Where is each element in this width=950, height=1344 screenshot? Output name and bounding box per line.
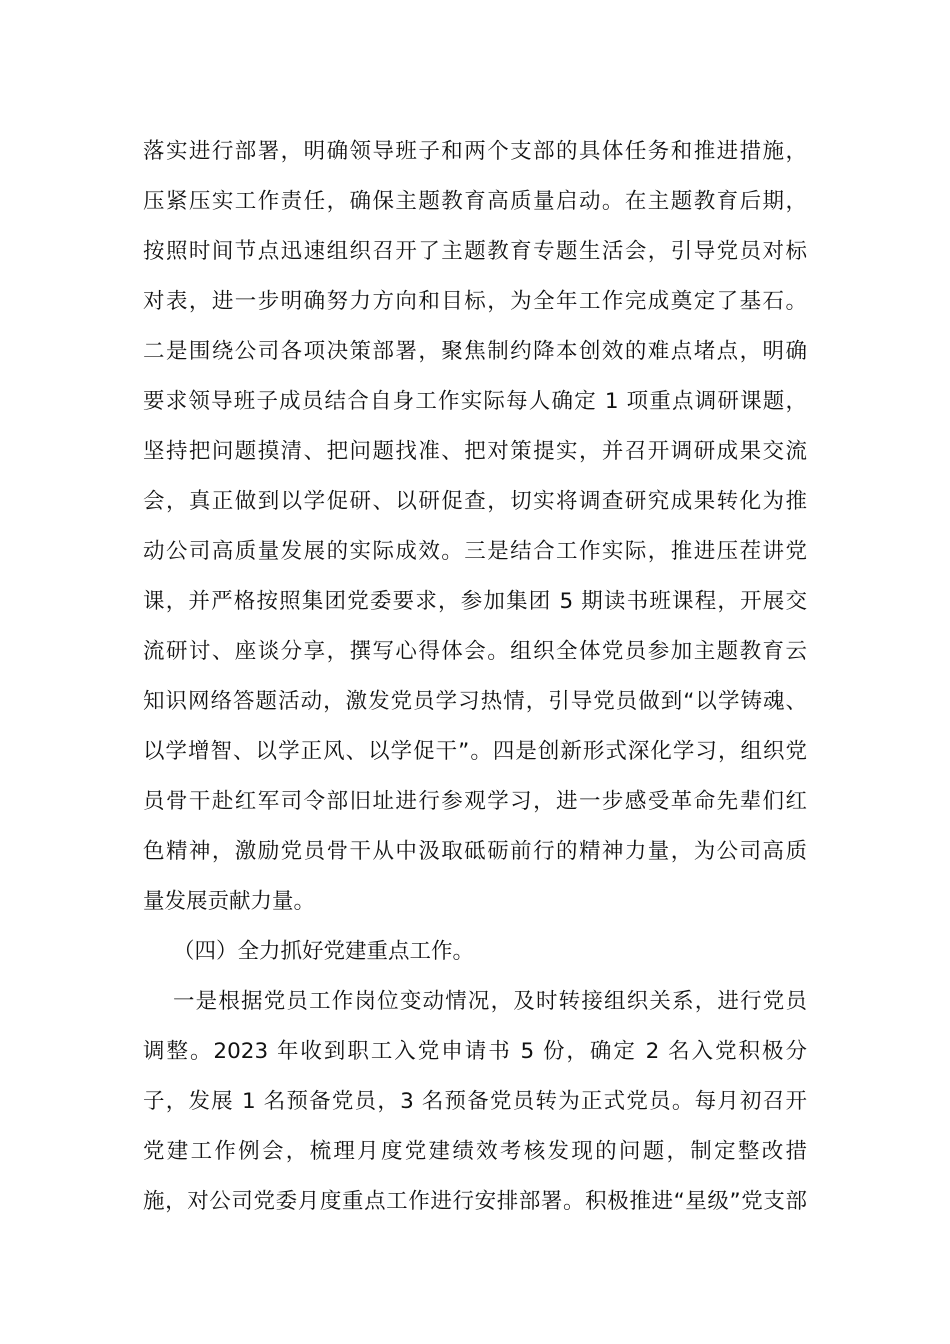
text-line: 调整。2023 年收到职工入党申请书 5 份，确定 2 名入党积极分 — [143, 1039, 807, 1064]
text-line: 一是根据党员工作岗位变动情况，及时转接组织关系，进行党员 — [173, 989, 807, 1014]
text-line: 员骨干赴红军司令部旧址进行参观学习，进一步感受革命先辈们红 — [143, 789, 807, 814]
text-line: 落实进行部署，明确领导班子和两个支部的具体任务和推进措施， — [143, 139, 807, 164]
text-line: 会，真正做到以学促研、以研促查，切实将调查研究成果转化为推 — [143, 489, 807, 514]
text-line: 动公司高质量发展的实际成效。三是结合工作实际，推进压茬讲党 — [143, 539, 807, 564]
text-line: 施，对公司党委月度重点工作进行安排部署。积极推进“星级”党支部 — [143, 1189, 807, 1214]
section-heading: （四）全力抓好党建重点工作。 — [173, 939, 475, 964]
text-line: 子，发展 1 名预备党员，3 名预备党员转为正式党员。每月初召开 — [143, 1089, 807, 1114]
text-line: 按照时间节点迅速组织召开了主题教育专题生活会，引导党员对标 — [143, 239, 807, 264]
text-line: 二是围绕公司各项决策部署，聚焦制约降本创效的难点堵点，明确 — [143, 339, 807, 364]
text-line: 要求领导班子成员结合自身工作实际每人确定 1 项重点调研课题， — [143, 389, 807, 414]
text-line: 党建工作例会，梳理月度党建绩效考核发现的问题，制定整改措 — [143, 1139, 807, 1164]
text-line: 量发展贡献力量。 — [143, 889, 316, 914]
text-line: 以学增智、以学正风、以学促干”。四是创新形式深化学习，组织党 — [143, 739, 807, 764]
text-line: 流研讨、座谈分享，撰写心得体会。组织全体党员参加主题教育云 — [143, 639, 807, 664]
text-line: 坚持把问题摸清、把问题找准、把对策提实，并召开调研成果交流 — [143, 439, 807, 464]
text-line: 色精神，激励党员骨干从中汲取砥砺前行的精神力量，为公司高质 — [143, 839, 807, 864]
text-line: 课，并严格按照集团党委要求，参加集团 5 期读书班课程，开展交 — [143, 589, 807, 614]
text-line: 知识网络答题活动，激发党员学习热情，引导党员做到“以学铸魂、 — [143, 689, 807, 714]
text-line: 对表，进一步明确努力方向和目标，为全年工作完成奠定了基石。 — [143, 289, 807, 314]
text-line: 压紧压实工作责任，确保主题教育高质量启动。在主题教育后期， — [143, 189, 807, 214]
